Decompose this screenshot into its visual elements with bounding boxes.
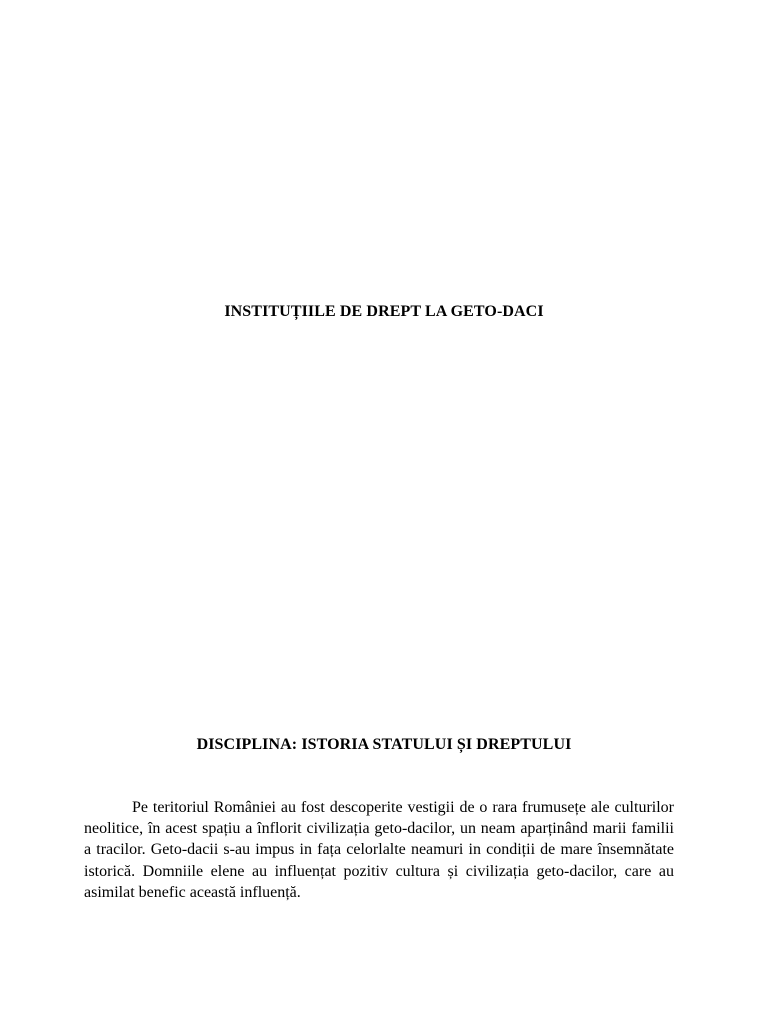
discipline-heading: DISCIPLINA: ISTORIA STATULUI ȘI DREPTULUI — [196, 736, 572, 753]
body-paragraph: Pe teritoriul României au fost descoperite vestigii de o rara frumusețe ale culturilor neolitice, în acest spațiu a înflorit civilizația geto-dacilor, un neam aparținând marii familii a tracilor. Geto-dacii s-au impus in fața celorlalte neamuri in condiții de mare însemnătate istorică. Domniile elene au influențat pozitiv cultura și civilizația geto-dacilor, care au asimilat benefic această influență. — [84, 799, 674, 901]
document-title: INSTITUȚIILE DE DREPT LA GETO-DACI — [224, 303, 544, 320]
